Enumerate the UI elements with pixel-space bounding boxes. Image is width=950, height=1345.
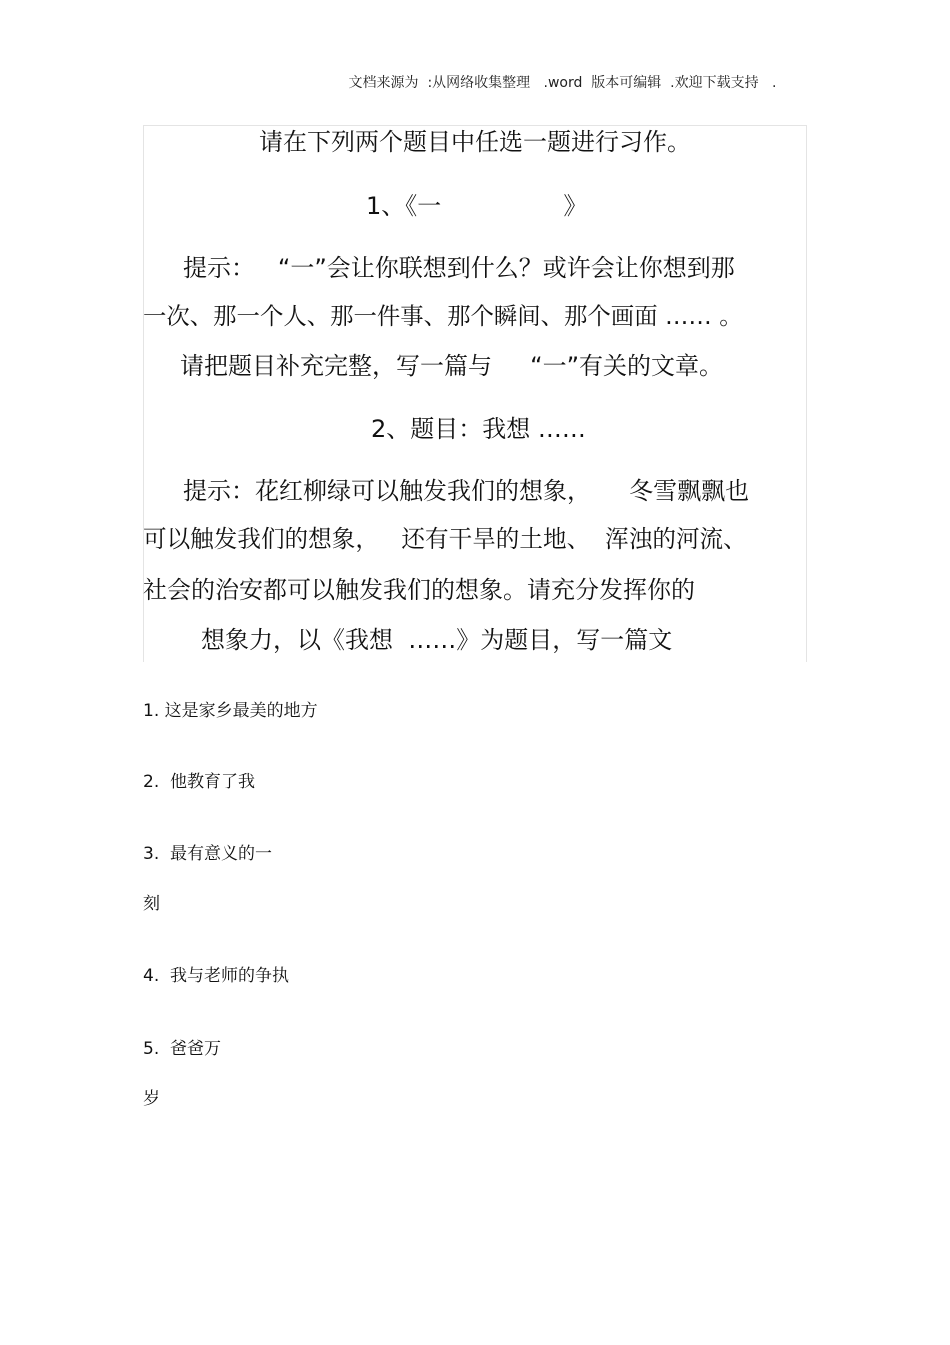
list-item: 4. 我与老师的争执	[143, 966, 290, 986]
list-item: 5. 爸爸万	[143, 1039, 222, 1059]
list-item-continuation: 岁	[143, 1089, 160, 1109]
hint1-line1: 提示： “一”会让你联想到什么？或许会让你想到那	[183, 254, 735, 282]
hint2-line4: 想象力，以《我想 ……》为题目，写一篇文	[201, 626, 673, 654]
topic2-title: 2、题目：我想 ……	[371, 415, 586, 443]
hint2-line2: 可以触发我们的想象， 还有干旱的土地、 浑浊的河流、	[143, 525, 747, 553]
list-item: 2. 他教育了我	[143, 772, 256, 792]
source-note: 文档来源为 :从网络收集整理 .word 版本可编辑 .欢迎下载支持 .	[348, 75, 777, 91]
topic1-title: 1、《一 》	[366, 192, 588, 220]
list-item: 3. 最有意义的一	[143, 844, 273, 864]
hint2-line3: 社会的治安都可以触发我们的想象。请充分发挥你的	[143, 576, 695, 604]
prompt-intro: 请在下列两个题目中任选一题进行习作。	[259, 128, 691, 156]
hint2-line1: 提示：花红柳绿可以触发我们的想象， 冬雪飘飘也	[183, 477, 750, 505]
hint1-line3: 请把题目补充完整，写一篇与 “一”有关的文章。	[180, 352, 724, 380]
list-item-continuation: 刻	[143, 894, 160, 914]
hint1-line2: 一次、那一个人、那一件事、那个瞬间、那个画面 …… 。	[143, 302, 743, 330]
list-item: 1. 这是家乡最美的地方	[143, 701, 318, 721]
